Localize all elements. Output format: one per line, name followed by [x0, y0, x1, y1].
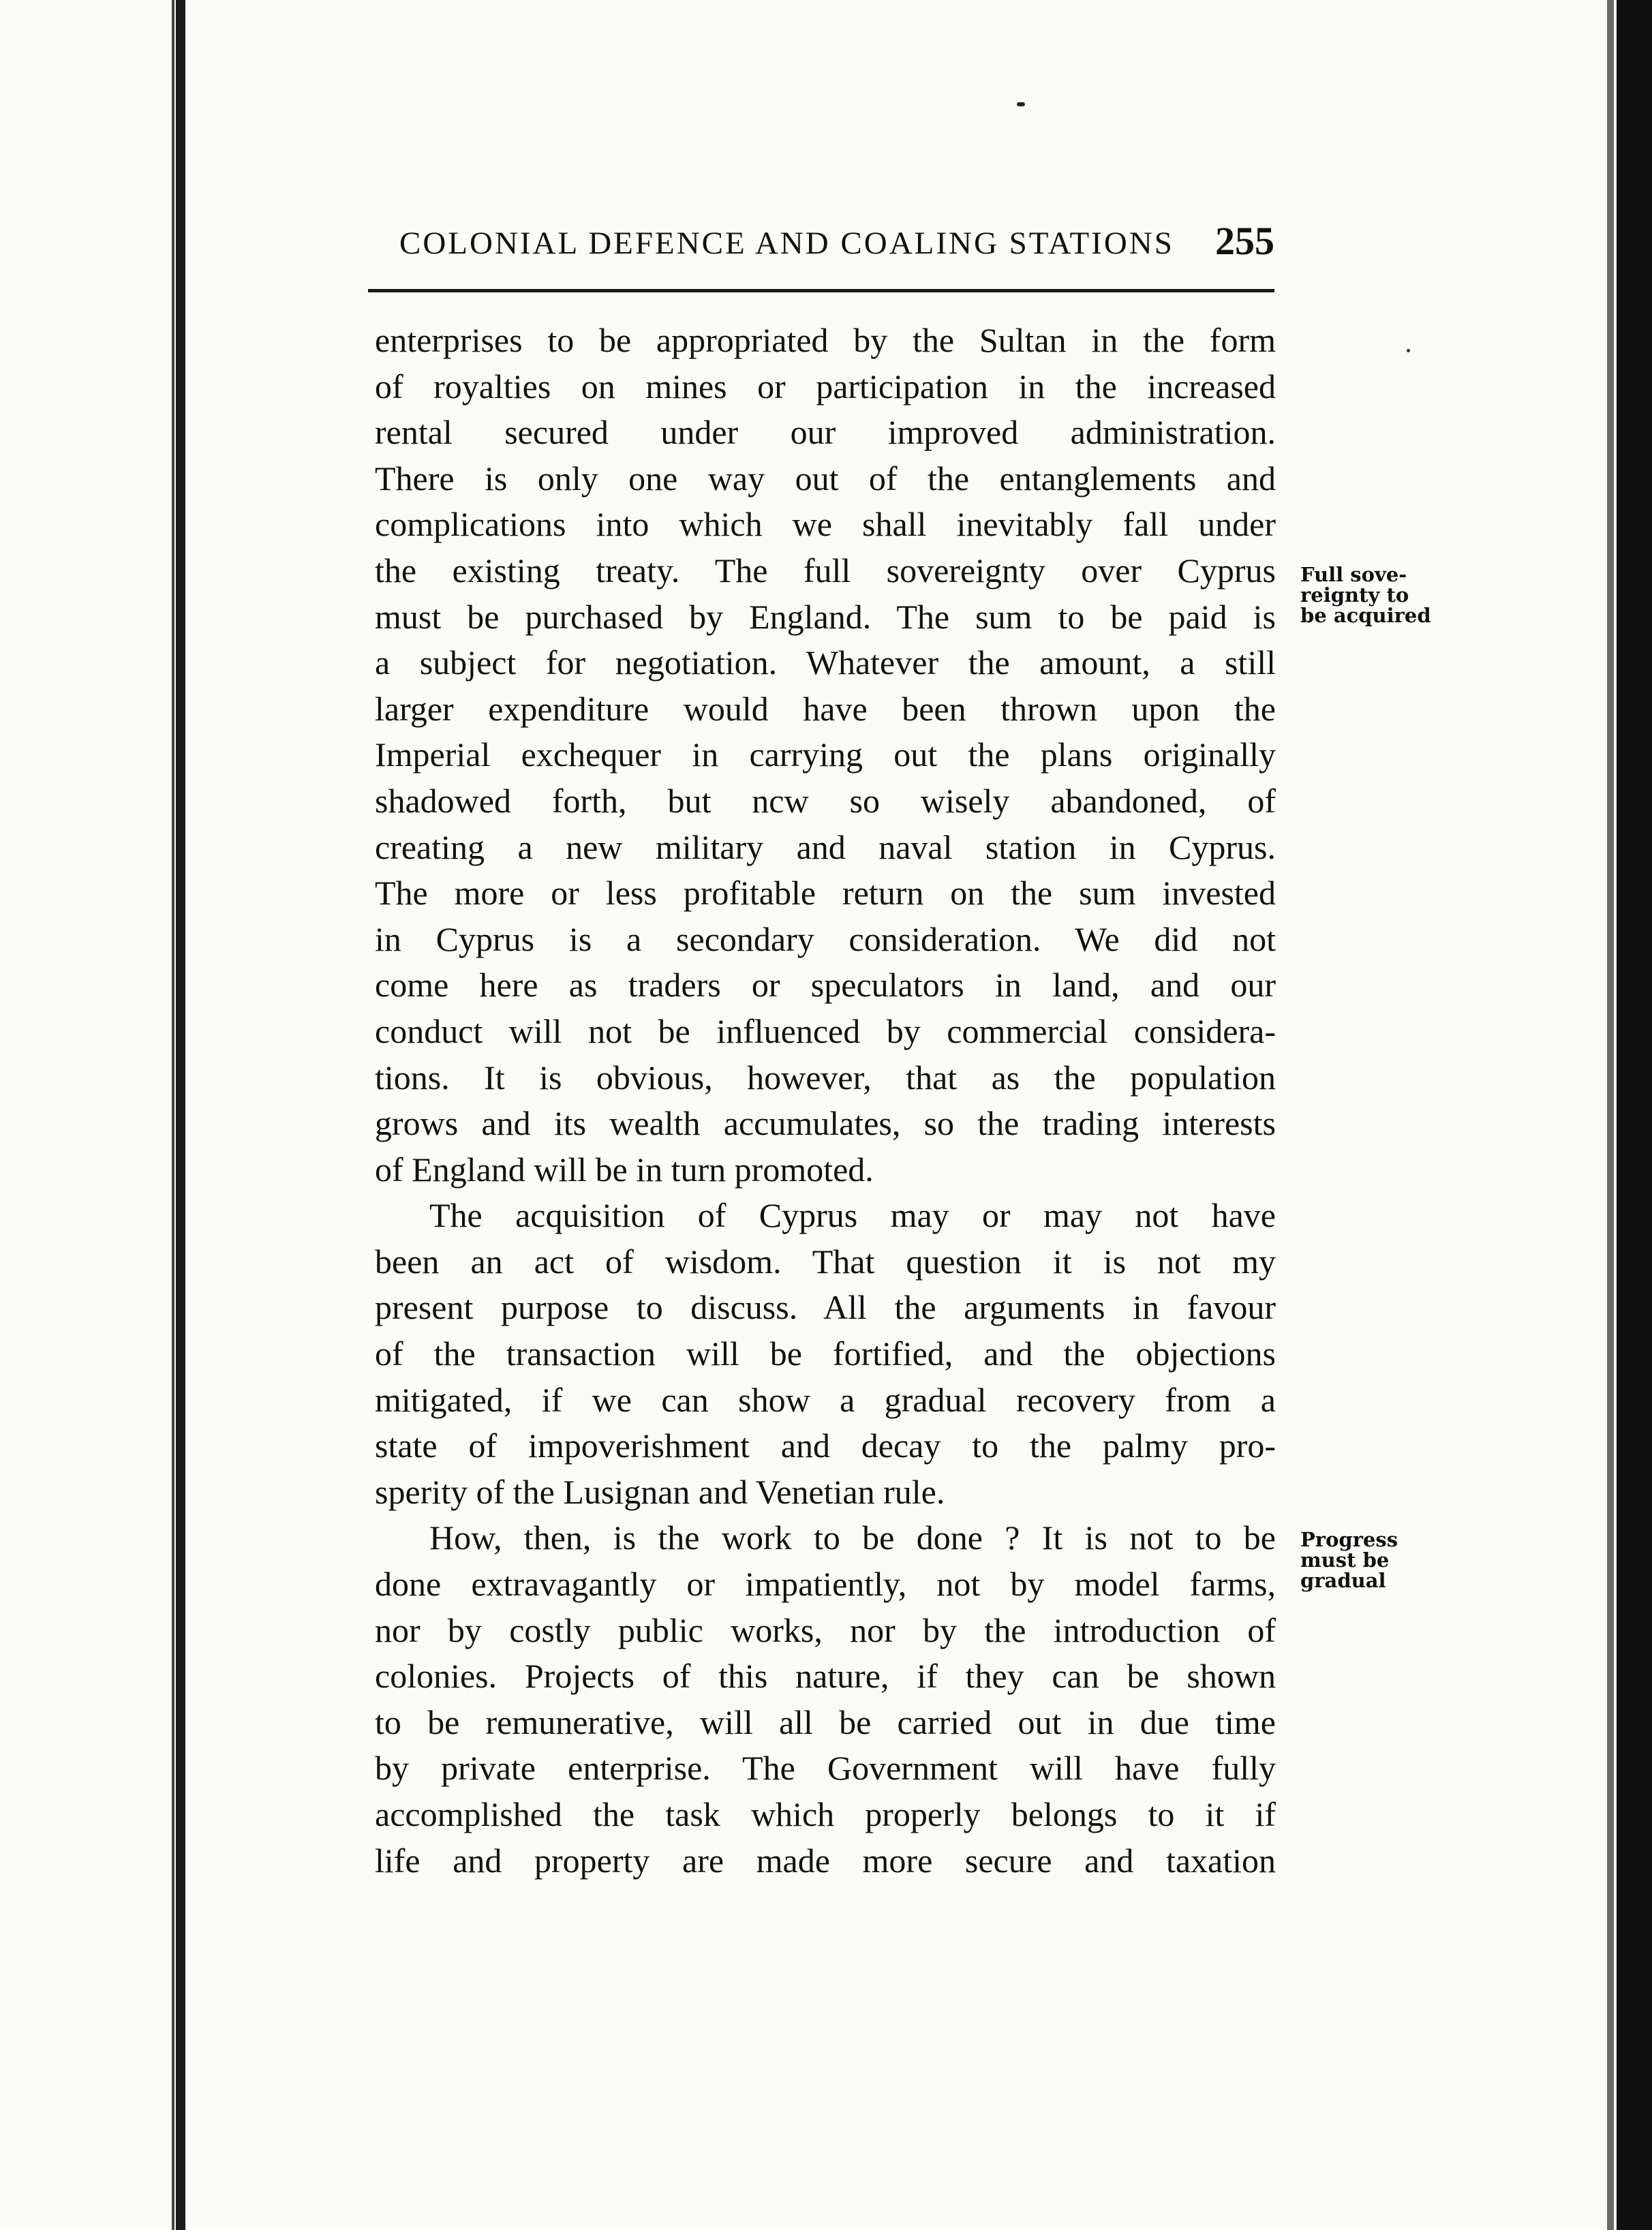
margin-note-progress: [1300, 1529, 1398, 1591]
text-line: state of impoverishment and decay to the palmy pro-: [375, 1426, 1276, 1465]
margin-note-line: gradual: [1300, 1569, 1386, 1592]
text-line: the existing treaty. The full sovereignty over Cyprus: [375, 551, 1276, 590]
text-line: come here as traders or speculators in land, and our: [375, 966, 1276, 1005]
running-head: COLONIAL DEFENCE AND COALING STATIONS: [399, 226, 1174, 261]
page-header: [368, 218, 1274, 279]
text-line: enterprises to be appropriated by the Sultan in the form: [375, 321, 1276, 359]
text-line: tions. It is obvious, however, that as the population: [375, 1058, 1276, 1097]
page-left-border: [176, 0, 185, 2230]
text-line: colonies. Projects of this nature, if they can be shown: [375, 1657, 1276, 1696]
margin-note-sovereignty: [1300, 564, 1431, 626]
text-line: conduct will not be influenced by commercial considera-: [375, 1011, 1276, 1050]
text-line: must be purchased by England. The sum to be paid is: [375, 597, 1276, 636]
text-line: of England will be in turn promoted.: [375, 1150, 874, 1189]
text-line: complications into which we shall inevitably fall under: [375, 505, 1276, 544]
scan-dot: [1407, 349, 1410, 352]
text-line: How, then, is the work to be done ? It is not to be: [429, 1518, 1276, 1557]
text-line: a subject for negotiation. Whatever the amount, a still: [375, 643, 1276, 682]
text-line: The more or less profitable return on the sum invested: [375, 874, 1276, 913]
text-line: of the transaction will be fortified, and the objections: [375, 1334, 1276, 1373]
text-line: done extravagantly or impatiently, not by model farms,: [375, 1565, 1276, 1604]
text-line: nor by costly public works, nor by the introduction of: [375, 1610, 1276, 1649]
header-rule: [368, 289, 1274, 292]
text-line: by private enterprise. The Government will have fully: [375, 1749, 1276, 1788]
margin-note-line: Full sove-: [1300, 563, 1407, 586]
body-text: [375, 318, 1276, 1884]
text-line: life and property are made more secure and taxation: [375, 1841, 1276, 1880]
text-line: mitigated, if we can show a gradual recovery from a: [375, 1380, 1276, 1419]
text-line: grows and its wealth accumulates, so the trading interests: [375, 1104, 1276, 1143]
page-gutter-shadow: [172, 0, 174, 2230]
text-line: accomplished the task which properly belongs to it if: [375, 1795, 1276, 1833]
margin-note-line: must be: [1300, 1548, 1390, 1572]
text-line: rental secured under our improved administration.: [375, 413, 1276, 452]
text-line: Imperial exchequer in carrying out the plans originally: [375, 735, 1276, 774]
text-line: larger expenditure would have been thrown upon the: [375, 689, 1276, 728]
scan-speck: [1017, 102, 1025, 106]
text-line: been an act of wisdom. That question it is not my: [375, 1242, 1276, 1281]
text-line: to be remunerative, will all be carried out in due time: [375, 1702, 1276, 1741]
margin-note-line: reignty to: [1300, 583, 1409, 607]
text-line: sperity of the Lusignan and Venetian rule.: [375, 1472, 945, 1511]
page-right-border: [1617, 0, 1652, 2230]
text-line: present purpose to discuss. All the arguments in favour: [375, 1288, 1276, 1327]
page-right-shadow: [1607, 0, 1614, 2230]
text-line: of royalties on mines or participation in the increased: [375, 367, 1276, 406]
text-line: creating a new military and naval station in Cyprus.: [375, 827, 1276, 866]
page-number: 255: [1215, 219, 1274, 263]
margin-note-line: Progress: [1300, 1528, 1398, 1551]
margin-note-line: be acquired: [1300, 604, 1431, 627]
text-line: There is only one way out of the entanglements and: [375, 459, 1276, 498]
text-line: in Cyprus is a secondary consideration. We did not: [375, 919, 1276, 958]
text-line: shadowed forth, but ncw so wisely abandoned, of: [375, 781, 1276, 820]
text-line: The acquisition of Cyprus may or may not have: [429, 1196, 1276, 1235]
